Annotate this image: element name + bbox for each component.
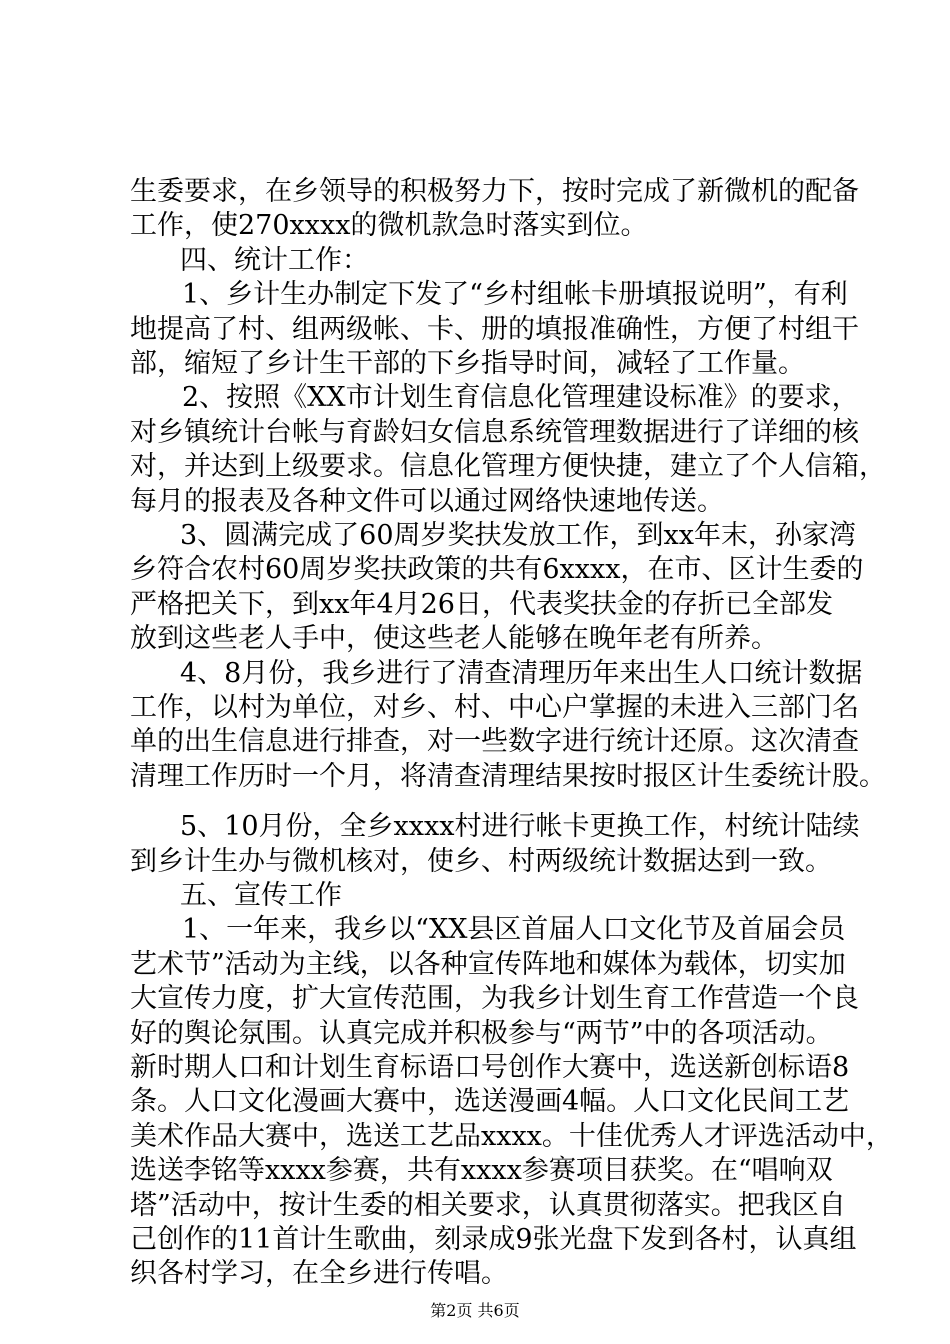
text-line: 工作，使270xxxx的微机款急时落实到位。 xyxy=(130,210,648,242)
text-line: 对乡镇统计台帐与育龄妇女信息系统管理数据进行了详细的核 xyxy=(130,416,859,448)
text-line: 2、按照《XX市计划生育信息化管理建设标准》的要求， xyxy=(182,382,859,414)
text-line: 部，缩短了乡计生干部的下乡指导时间，减轻了工作量。 xyxy=(130,348,805,379)
text-line: 1、乡计生办制定下发了“乡村组帐卡册填报说明”，有利 xyxy=(182,279,848,311)
section-heading: 五、宣传工作 xyxy=(180,880,342,911)
text-line: 单的出生信息进行排查，对一些数字进行统计还原。这次清查 xyxy=(130,726,859,758)
text-line: 选送李铭等xxxx参赛，共有xxxx参赛项目获奖。在“唱响双 xyxy=(130,1155,833,1187)
text-line: 大宣传力度，扩大宣传范围，为我乡计划生育工作营造一个良 xyxy=(130,983,859,1015)
text-line: 新时期人口和计划生育标语口号创作大赛中，选送新创标语8 xyxy=(130,1052,850,1083)
text-line: 己创作的11首计生歌曲，刻录成9张光盘下发到各村，认真组 xyxy=(130,1224,857,1255)
text-line: 地提高了村、组两级帐、卡、册的填报准确性，方便了村组干 xyxy=(130,313,859,345)
text-line: 放到这些老人手中，使这些老人能够在晚年老有所养。 xyxy=(130,623,778,655)
section-heading: 四、统计工作： xyxy=(180,244,369,276)
text-line: 条。人口文化漫画大赛中，选送漫画4幅。人口文化民间工艺 xyxy=(130,1086,850,1118)
text-line: 织各村学习，在全乡进行传唱。 xyxy=(130,1258,508,1290)
text-line: 生委要求，在乡领导的积极努力下，按时完成了新微机的配备 xyxy=(130,176,859,207)
text-line: 好的舆论氛围。认真完成并积极参与“两节”中的各项活动。 xyxy=(130,1017,833,1049)
text-line: 3、圆满完成了60周岁奖扶发放工作，到xx年末，孙家湾 xyxy=(180,520,856,551)
text-line: 清理工作历时一个月，将清查清理结果按时报区计生委统计股。 xyxy=(130,760,886,792)
text-line: 艺术节”活动为主线，以各种宣传阵地和媒体为载体，切实加 xyxy=(130,948,846,980)
text-line: 5、10月份，全乡xxxx村进行帐卡更换工作，村统计陆续 xyxy=(180,811,860,843)
text-line: 对，并达到上级要求。信息化管理方便快捷，建立了个人信箱， xyxy=(130,451,886,483)
text-line: 美术作品大赛中，选送工艺品xxxx。十佳优秀人才评选活动中， xyxy=(130,1120,893,1152)
page-number-footer: 第2页 共6页 xyxy=(430,1301,520,1320)
text-line: 每月的报表及各种文件可以通过网络快速地传送。 xyxy=(130,485,724,517)
text-line: 4、8月份，我乡进行了清查清理历年来出生人口统计数据 xyxy=(180,657,863,689)
text-line: 乡符合农村60周岁奖扶政策的共有6xxxx，在市、区计生委的 xyxy=(130,554,864,586)
text-line: 到乡计生办与微机核对，使乡、村两级统计数据达到一致。 xyxy=(130,845,832,877)
text-line: 1、一年来，我乡以“XX县区首届人口文化节及首届会员 xyxy=(182,914,846,946)
text-line: 严格把关下，到xx年4月26日，代表奖扶金的存折已全部发 xyxy=(130,588,833,620)
text-line: 工作，以村为单位，对乡、村、中心户掌握的未进入三部门名 xyxy=(130,692,859,723)
text-line: 塔”活动中，按计生委的相关要求，认真贯彻落实。把我区自 xyxy=(130,1189,846,1221)
